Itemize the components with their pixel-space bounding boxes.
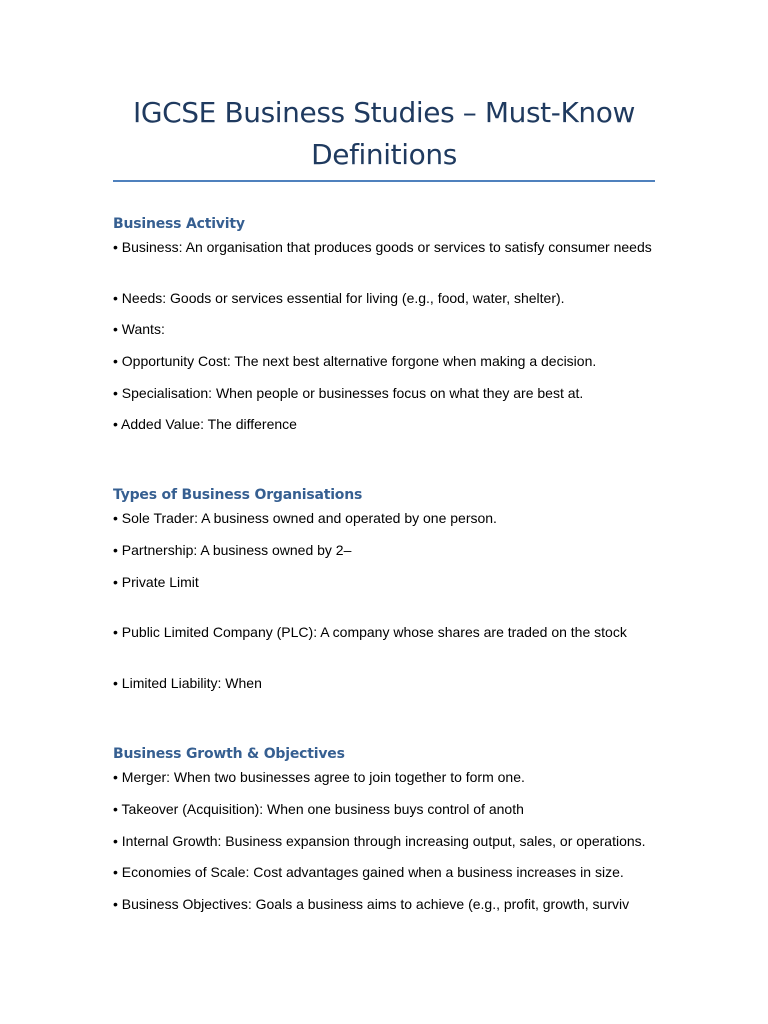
definition-item: • Takeover (Acquisition): When one business buys control of anoth <box>113 801 524 817</box>
document-title: IGCSE Business Studies – Must-Know Definitions <box>132 96 636 171</box>
definition-item: • Public Limited Company (PLC): A company whose shares are traded on the stock <box>113 624 627 640</box>
definition-item: • Economies of Scale: Cost advantages gained when a business increases in size. <box>113 864 624 880</box>
definition-item: • Opportunity Cost: The next best alternative forgone when making a decision. <box>113 353 597 369</box>
definition-item: • Business: An organisation that produces goods or services to satisfy consumer needs <box>113 239 652 255</box>
definition-item: • Sole Trader: A business owned and operated by one person. <box>113 510 497 526</box>
definition-item: • Added Value: The difference <box>113 416 297 432</box>
section-heading-business-growth: Business Growth & Objectives <box>113 746 345 762</box>
definition-item: • Needs: Goods or services essential for living (e.g., food, water, shelter). <box>113 290 565 306</box>
definition-item: • Private Limit <box>113 574 199 590</box>
definition-item: • Limited Liability: When <box>113 675 262 691</box>
definition-item: • Partnership: A business owned by 2– <box>113 542 352 558</box>
section-heading-business-activity: Business Activity <box>113 216 245 232</box>
definition-item: • Business Objectives: Goals a business aims to achieve (e.g., profit, growth, surviv <box>113 896 630 912</box>
definition-item: • Internal Growth: Business expansion through increasing output, sales, or operations. <box>113 833 646 849</box>
definition-item: • Specialisation: When people or businesses focus on what they are best at. <box>113 385 584 401</box>
definition-item: • Wants: <box>113 321 165 337</box>
definition-item: • Merger: When two businesses agree to join together to form one. <box>113 769 525 785</box>
title-underline <box>113 180 655 182</box>
section-heading-business-organisations: Types of Business Organisations <box>113 487 363 503</box>
